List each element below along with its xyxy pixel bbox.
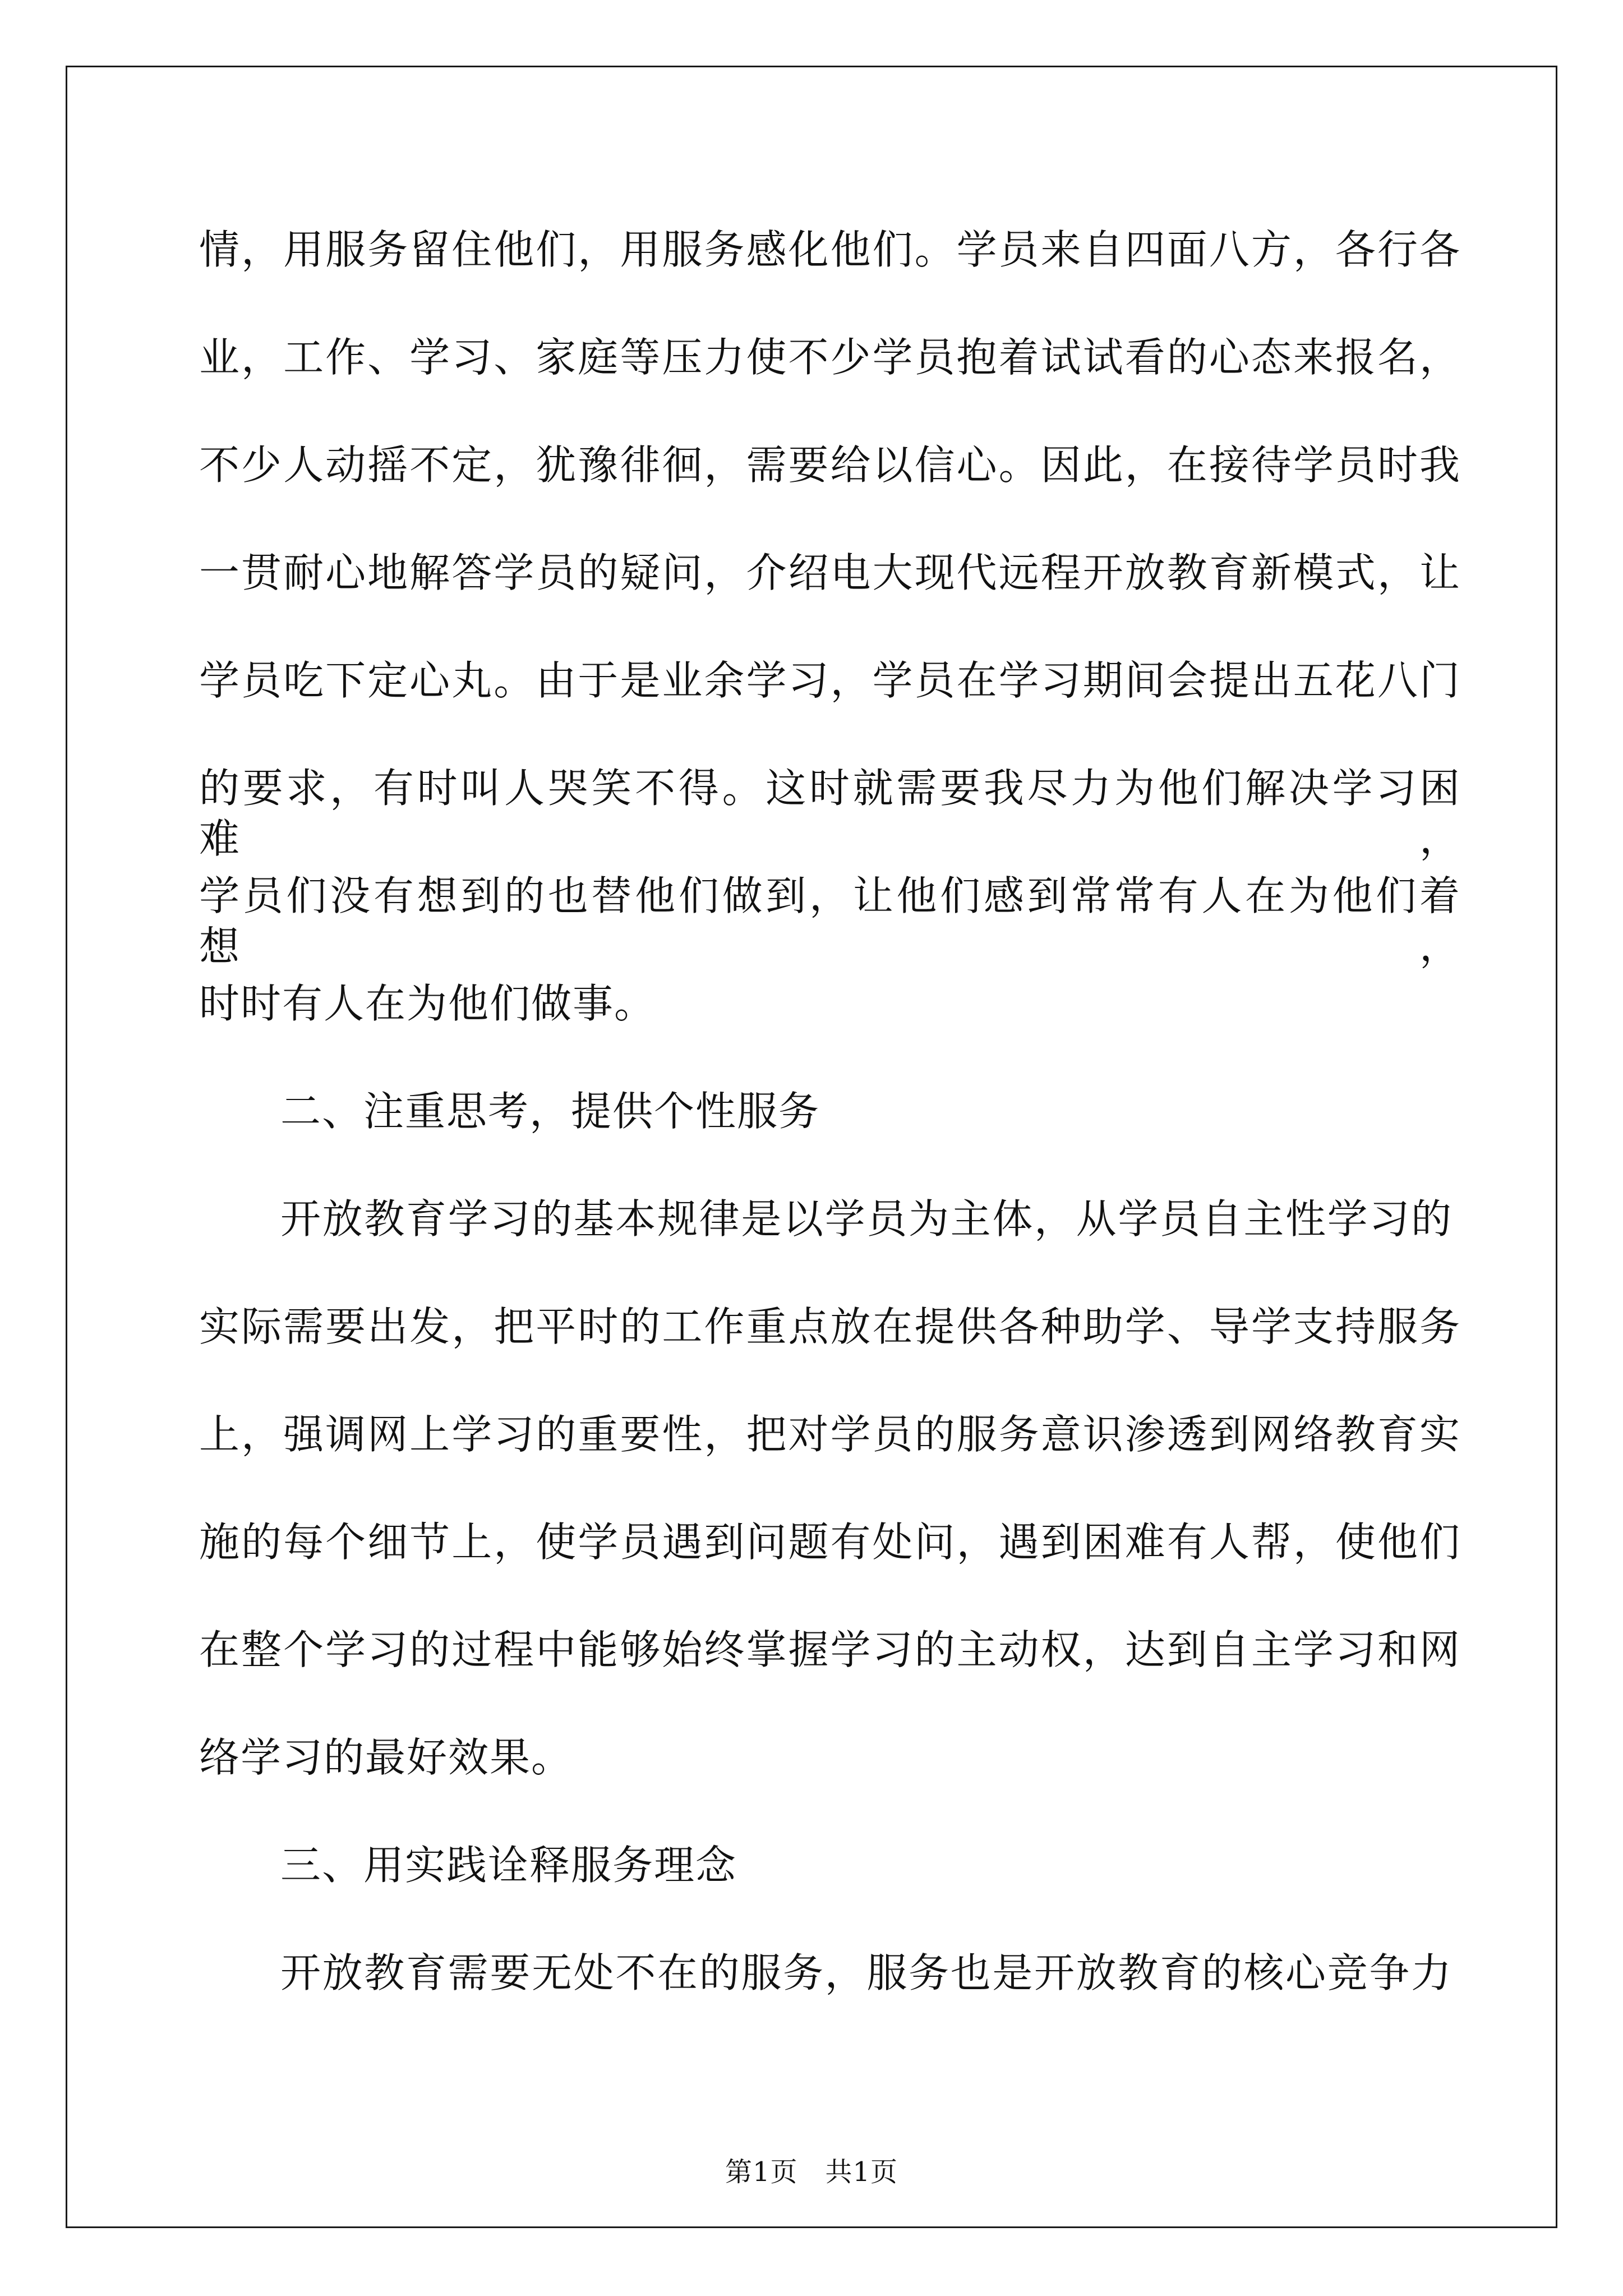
body-text-line: 的要求，有时叫人哭笑不得。这时就需要我尽力为他们解决学习困难， xyxy=(199,765,1461,862)
body-text-line: 时时有人在为他们做事。 xyxy=(199,980,656,1027)
body-text-line: 实际需要出发，把平时的工作重点放在提供各种助学、导学支持服务 xyxy=(199,1303,1461,1350)
body-text-line: 业，工作、学习、家庭等压力使不少学员抱着试试看的心态来报名， xyxy=(199,334,1461,381)
body-text-line: 在整个学习的过程中能够始终掌握学习的主动权，达到自主学习和网 xyxy=(199,1626,1461,1673)
body-text-line: 开放教育学习的基本规律是以学员为主体，从学员自主性学习的 xyxy=(280,1195,1453,1243)
body-text-line: 施的每个细节上，使学员遇到问题有处问，遇到困难有人帮，使他们 xyxy=(199,1519,1461,1566)
section-heading: 二、注重思考，提供个性服务 xyxy=(280,1088,820,1135)
section-heading: 三、用实践诠释服务理念 xyxy=(280,1842,737,1889)
body-text-line: 一贯耐心地解答学员的疑问，介绍电大现代远程开放教育新模式，让 xyxy=(199,549,1461,596)
page-number-footer: 第1页 共1页 xyxy=(725,2156,898,2188)
page-border xyxy=(66,66,1557,2228)
body-text-line: 开放教育需要无处不在的服务，服务也是开放教育的核心竞争力 xyxy=(280,1949,1453,1996)
body-text-line: 上，强调网上学习的重要性，把对学员的服务意识渗透到网络教育实 xyxy=(199,1411,1461,1458)
body-text-line: 络学习的最好效果。 xyxy=(199,1734,573,1781)
body-text-line: 学员吃下定心丸。由于是业余学习，学员在学习期间会提出五花八门 xyxy=(199,657,1461,704)
body-text-line: 学员们没有想到的也替他们做到，让他们感到常常有人在为他们着想， xyxy=(199,872,1461,970)
body-text-line: 不少人动摇不定，犹豫徘徊，需要给以信心。因此，在接待学员时我 xyxy=(199,441,1461,489)
body-text-line: 情，用服务留住他们，用服务感化他们。学员来自四面八方，各行各 xyxy=(199,226,1461,273)
